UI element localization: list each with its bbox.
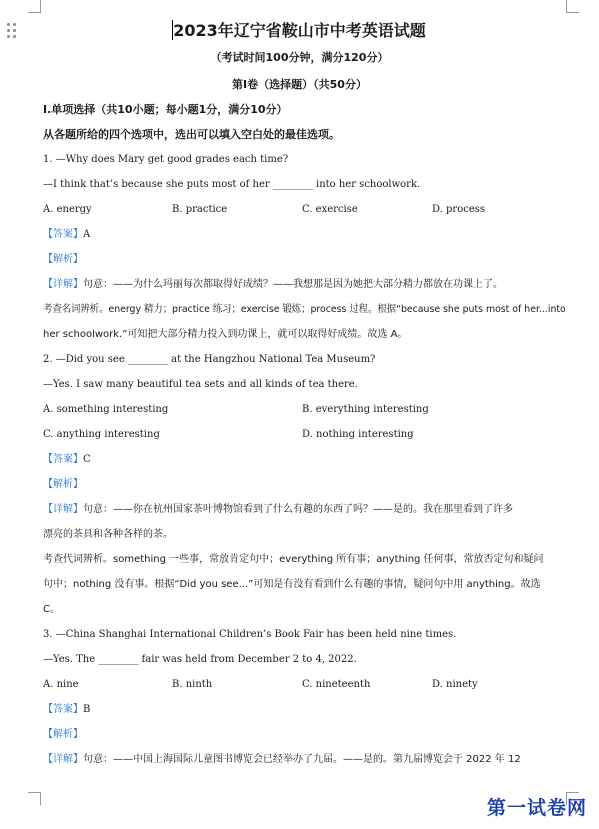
question-3-stem: 3. —China Shanghai International Children’s Book Fair has been held nine times. [43,629,457,640]
question-1-answer [43,228,90,242]
question-3-answer [43,703,90,717]
question-3-detail-line-1: 【详解】句意：——中国上海国际儿童图书博览会已经举办了九届。——是的。第九届博览会于 2022 年 12 [43,754,521,765]
question-3-option-c: C. nineteenth [302,679,371,690]
answer-value: B [83,704,91,715]
question-1-reply: —I think that’s because she puts most of her ________ into her schoolwork. [43,179,421,190]
question-2-option-a: A. something interesting [43,404,169,415]
crop-mark-top-right [566,0,579,13]
page-title: 2023年辽宁省鞍山市中考英语试题 [173,21,426,40]
question-1-detail-line-3: her schoolwork.”可知把大部分精力投入到功课上，就可以取得好成绩。故选 A。 [43,329,408,340]
question-2-detail-line-4: 句中；nothing 没有事。根据“Did you see...”可知是有没有看到什么有趣的事情，疑问句中用 anything。故选 [43,579,541,590]
question-1-option-c: C. exercise [302,204,358,215]
answer-value: C [83,454,91,465]
detail-tag: 【详解】 [43,754,83,765]
detail-tag: 【详解】 [43,279,83,290]
question-2-detail-line-5: C。 [43,604,60,615]
question-2-reply: —Yes. I saw many beautiful tea sets and all kinds of tea there. [43,379,358,390]
question-2-detail-line-1: 【详解】句意：——你在杭州国家茶叶博物馆看到了什么有趣的东西了吗？——是的。我在那里看到了许多 [43,504,513,515]
question-2-detail-line-3: 考查代词辨析。something 一些事，常放肯定句中；everything 所有事；anything 任何事，常放否定句和疑问 [43,554,544,565]
question-1-option-d: D. process [432,204,486,215]
question-3-option-b: B. ninth [172,679,213,690]
question-1-option-b: B. practice [172,204,228,215]
question-1-detail-line-2: 考查名词辨析。energy 精力；practice 练习；exercise 锻炼；process 过程。根据“because she puts most of her...into [43,304,566,315]
question-3-option-d: D. ninety [432,679,478,690]
answer-tag: 【答案】 [43,229,83,240]
crop-mark-top-left [28,0,41,13]
question-3-reply: —Yes. The ________ fair was held from December 2 to 4, 2022. [43,654,357,665]
question-2-option-c: C. anything interesting [43,429,160,440]
question-1-detail-line-1: 【详解】句意：——为什么玛丽每次都取得好成绩？——我想那是因为她把大部分精力都放在功课上了。 [43,279,503,290]
question-2-stem: 2. —Did you see ________ at the Hangzhou National Tea Museum? [43,354,376,365]
detail-tag: 【详解】 [43,504,83,515]
answer-tag: 【答案】 [43,454,83,465]
question-1-stem: 1. —Why does Mary get good grades each time? [43,154,289,165]
answer-value: A [83,229,91,240]
volume-heading: 第Ⅰ卷（选择题）（共50分） [232,78,367,91]
crop-mark-bottom-left [28,792,41,805]
section-heading: I.单项选择（共10小题；每小题1分，满分10分） [43,103,288,116]
question-1-analysis-tag: 【解析】 [43,254,83,265]
question-3-analysis-tag: 【解析】 [43,729,83,740]
section-instruction: 从各题所给的四个选项中，选出可以填入空白处的最佳选项。 [43,128,340,141]
question-2-detail-line-2: 漂亮的茶具和各种各样的茶。 [43,529,173,540]
question-2-analysis-tag: 【解析】 [43,479,83,490]
answer-tag: 【答案】 [43,704,83,715]
question-2-option-b: B. everything interesting [302,404,429,415]
exam-info: （考试时间100分钟，满分120分） [210,51,389,64]
question-2-option-d: D. nothing interesting [302,429,414,440]
question-2-answer [43,453,91,467]
question-3-option-a: A. nine [43,679,79,690]
question-1-option-a: A. energy [43,204,92,215]
site-watermark: 第一试卷网 [487,797,588,819]
